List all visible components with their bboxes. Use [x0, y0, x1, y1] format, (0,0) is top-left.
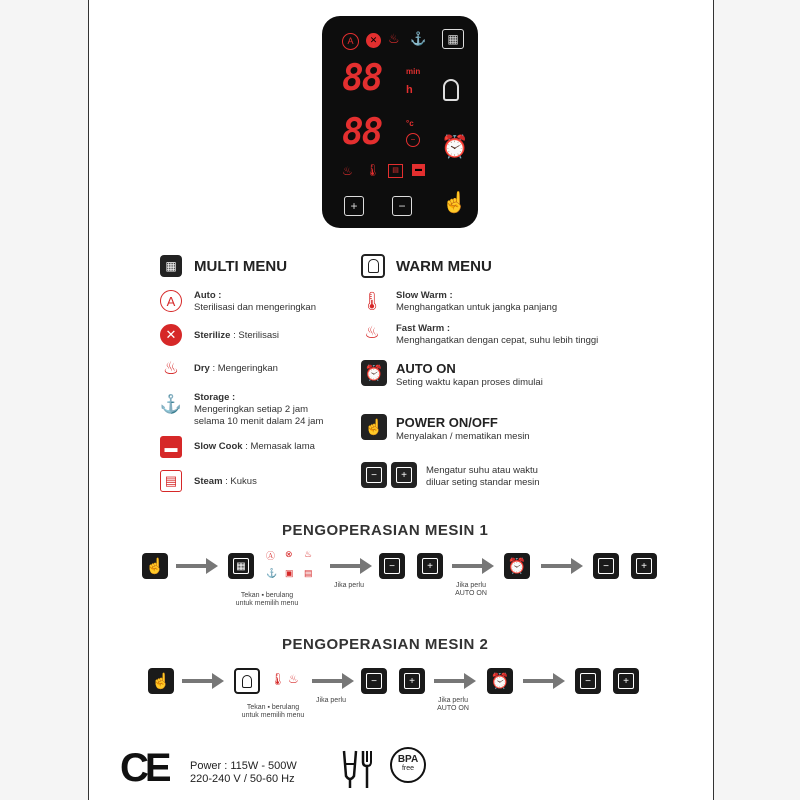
plus-icon: +	[391, 462, 417, 488]
minus-button[interactable]: −	[392, 196, 412, 216]
arrow	[182, 668, 224, 694]
op1-minus-step-2: −	[593, 553, 619, 579]
op2-auto-on-step: ⏰	[487, 668, 513, 694]
minus-indicator-icon: −	[406, 133, 420, 147]
op2-if-needed-1: Jika perlu	[316, 697, 346, 704]
slow-cook-item: Slow Cook : Memasak lama	[194, 441, 315, 452]
control-panel	[322, 16, 478, 228]
arrow	[523, 668, 565, 694]
multi-menu-icon: ▦	[160, 255, 182, 277]
auto-on-title: AUTO ON	[396, 361, 456, 376]
fast-warm-icon: ♨	[288, 672, 299, 686]
warm-menu-title: WARM MENU	[396, 258, 492, 275]
dry-icon: ♨	[388, 31, 400, 46]
op1-multi-menu-step: ▦	[228, 553, 254, 579]
op1-if-needed-2: Jika perlu AUTO ON	[455, 582, 487, 597]
alarm-clock-icon: ⏰	[361, 360, 387, 386]
op1-plus-step: +	[417, 553, 443, 579]
op2-plus-step: +	[399, 668, 425, 694]
sterilize-item: Sterilize : Sterilisasi	[194, 330, 280, 341]
auto-on-desc: Seting waktu kapan proses dimulai	[396, 377, 543, 388]
fast-warm-icon: ♨	[361, 322, 383, 344]
multi-menu-button[interactable]: ▦	[442, 29, 464, 49]
auto-icon: A	[342, 33, 359, 50]
auto-item: Auto : Sterilisasi dan mengeringkan	[194, 290, 316, 313]
fast-warm-icon: ♨	[342, 164, 353, 178]
storage-icon: ⚓	[159, 393, 183, 414]
slow-warm-icon: 🌡	[365, 163, 381, 177]
op2-plus-step-2: +	[613, 668, 639, 694]
sterilize-icon: ⊗	[285, 549, 293, 559]
slow-warm-item: Slow Warm : Menghangatkan untuk jangka panjang	[396, 290, 558, 313]
op1-if-needed-1: Jika perlu	[334, 582, 364, 589]
thermometer-icon: 🌡	[360, 290, 384, 311]
time-display: 88	[342, 58, 382, 99]
thermometer-icon: 🌡	[270, 672, 286, 686]
power-spec: Power : 115W - 500W 220-240 V / 50-60 Hz	[190, 760, 297, 785]
minus-icon: −	[361, 462, 387, 488]
multi-menu-title: MULTI MENU	[194, 258, 288, 275]
unit-min: min	[406, 67, 421, 76]
arrow	[452, 553, 494, 579]
power-hand-icon: ☝	[361, 414, 387, 440]
food-safe-icon	[341, 748, 379, 795]
unit-celsius: °c	[406, 119, 414, 128]
op2-minus-step-2: −	[575, 668, 601, 694]
warm-menu-icon	[361, 254, 385, 278]
slow-cook-icon: ▣	[285, 568, 294, 578]
op1-power-step: ☝	[142, 553, 168, 579]
bpa-free-badge: BPA free	[390, 747, 426, 783]
ce-mark: CE	[120, 746, 168, 790]
op2-warm-menu-step	[234, 668, 260, 694]
plus-button[interactable]: +	[344, 196, 364, 216]
slow-cook-icon: ▬	[160, 436, 182, 458]
dry-icon: ♨	[160, 357, 182, 379]
op1-minus-step: −	[379, 553, 405, 579]
sterilize-icon: ✕	[160, 324, 182, 346]
op2-press-note: Tekan ▪ berulang untuk memilih menu	[241, 704, 305, 719]
op2-minus-step: −	[361, 668, 387, 694]
power-desc: Menyalakan / mematikan mesin	[396, 431, 530, 442]
auto-icon: Ⓐ	[266, 551, 276, 561]
arrow	[312, 668, 354, 694]
arrow	[330, 553, 372, 579]
op2-power-step: ☝	[148, 668, 174, 694]
storage-icon: ⚓	[410, 31, 427, 46]
arrow	[434, 668, 476, 694]
auto-icon: A	[160, 290, 182, 312]
storage-icon: ⚓	[266, 568, 278, 578]
steam-icon: ▤	[388, 164, 403, 178]
temp-display: 88	[342, 112, 382, 153]
unit-h: h	[406, 84, 413, 96]
op1-plus-step-2: +	[631, 553, 657, 579]
warm-menu-button[interactable]	[443, 79, 459, 101]
op1-press-note: Tekan ▪ berulang untuk memilih menu	[235, 592, 299, 607]
storage-item: Storage : Mengeringkan setiap 2 jam selama 10 menit dalam 24 jam	[194, 392, 324, 427]
power-button[interactable]: ☝	[442, 192, 467, 214]
dry-icon: ♨	[304, 549, 313, 559]
steam-icon: ▤	[160, 470, 182, 492]
sterilize-icon: ✕	[366, 33, 381, 48]
adjust-desc: Mengatur suhu atau waktu diluar seting standar mesin	[426, 465, 540, 488]
op2-title: PENGOPERASIAN MESIN 2	[282, 636, 489, 653]
op1-auto-on-step: ⏰	[504, 553, 530, 579]
arrow	[176, 553, 218, 579]
power-title: POWER ON/OFF	[396, 415, 498, 430]
slow-cook-icon: ▬	[412, 164, 425, 176]
steam-icon: ▤	[304, 568, 313, 578]
auto-on-button[interactable]: ⏰	[441, 134, 469, 159]
fast-warm-item: Fast Warm : Menghangatkan dengan cepat, suhu lebih tinggi	[396, 323, 599, 346]
op1-title: PENGOPERASIAN MESIN 1	[282, 522, 489, 539]
op2-if-needed-2: Jika perlu AUTO ON	[437, 697, 469, 712]
arrow	[541, 553, 583, 579]
steam-item: Steam : Kukus	[194, 476, 257, 487]
dry-item: Dry : Mengeringkan	[194, 363, 278, 374]
